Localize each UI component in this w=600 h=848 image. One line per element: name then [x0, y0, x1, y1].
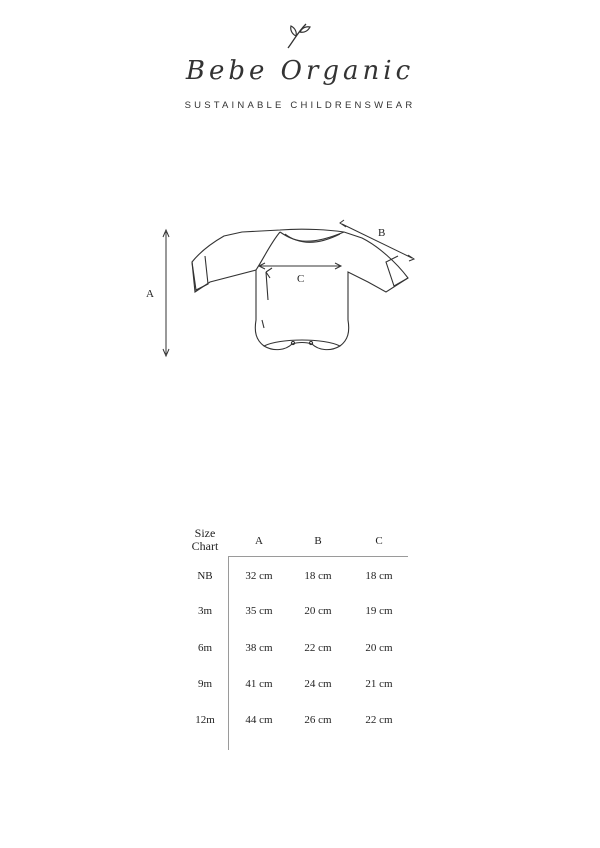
measurement-b-label: B — [378, 227, 386, 239]
brand-tagline: SUSTAINABLE CHILDRENSWEAR — [184, 100, 416, 111]
column-header-c: C — [375, 535, 383, 547]
row-size-label: 3m — [197, 605, 213, 617]
brand-header — [0, 0, 600, 130]
table-cell: 44 cm — [245, 714, 273, 726]
table-cell: 22 cm — [304, 642, 332, 654]
size-chart-corner-line2: Chart — [191, 539, 219, 553]
column-header-a: A — [255, 535, 263, 547]
bodysuit-outline — [192, 229, 408, 349]
brand-name: Bebe Organic — [185, 56, 415, 86]
table-cell: 21 cm — [365, 678, 393, 690]
size-chart-corner — [192, 527, 219, 553]
row-size-label: 12m — [195, 714, 215, 726]
measurement-b-arrow — [340, 220, 414, 261]
table-cell: 41 cm — [245, 678, 273, 690]
table-cell: 20 cm — [304, 605, 332, 617]
size-chart-corner-line1: Size — [194, 526, 216, 540]
table-cell: 18 cm — [365, 570, 393, 582]
header-divider — [228, 556, 408, 557]
bodysuit-measurement-diagram — [130, 210, 430, 370]
table-cell: 18 cm — [304, 570, 332, 582]
measurement-c-label: C — [297, 273, 305, 285]
table-cell: 20 cm — [365, 642, 393, 654]
table-cell: 38 cm — [245, 642, 273, 654]
table-cell: 35 cm — [245, 605, 273, 617]
table-cell: 26 cm — [304, 714, 332, 726]
measurement-a-label: A — [146, 288, 154, 300]
row-size-label: 9m — [197, 678, 213, 690]
table-cell: 19 cm — [365, 605, 393, 617]
column-divider — [228, 556, 229, 750]
row-size-label: 6m — [197, 642, 213, 654]
leaf-logo-icon — [278, 18, 318, 52]
table-cell: 22 cm — [365, 714, 393, 726]
table-cell: 24 cm — [304, 678, 332, 690]
measurement-a-arrow — [163, 230, 169, 356]
column-header-b: B — [314, 535, 322, 547]
table-cell: 32 cm — [245, 570, 273, 582]
row-size-label: NB — [197, 570, 213, 582]
